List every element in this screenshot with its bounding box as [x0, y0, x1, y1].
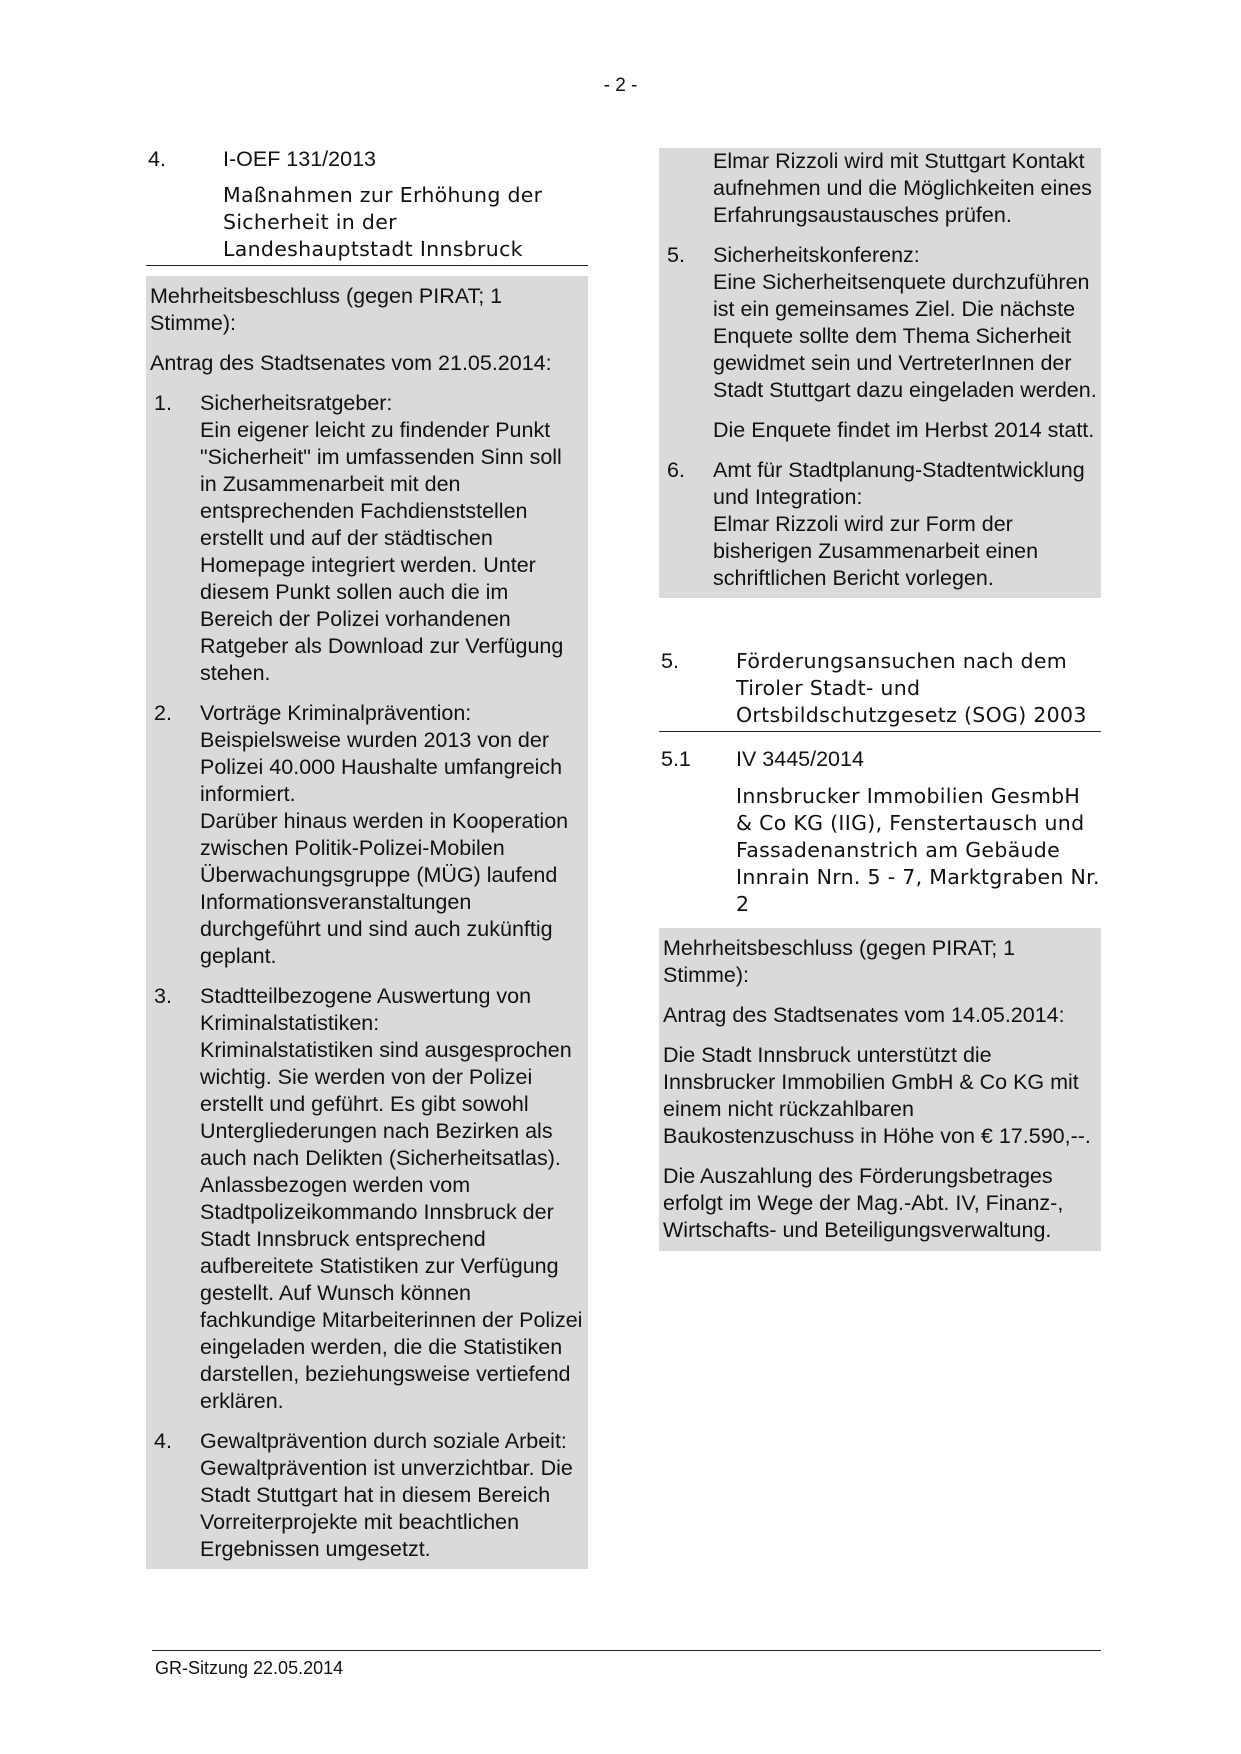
subitem-code: IV 3445/2014: [736, 747, 864, 771]
list-item-text: Kriminalstatistiken sind ausgesprochen wichtig. Sie werden von der Polizei erstellt und geführt. Es gibt sowohl Untergliederungen nach Bezirken als auch nach Delikten (Sicherheitsatlas). Anlassbezogen werden vom Stadtpolizeikommando Innsbruck der Stadt Innsbruck entsprechend aufbereitete Statistiken zur Verfügung gestellt. Auf Wunsch können fachkundige Mitarbeiterinnen der Polizei eingeladen werden, die die Statistiken darstellen, beziehungsweise vertiefend erklären.: [200, 1038, 583, 1413]
list-item-number: 6.: [667, 458, 685, 482]
section-header: [659, 648, 1101, 731]
agenda-item-header: [146, 146, 588, 173]
list-item-number: 1.: [154, 391, 172, 415]
agenda-item-title: Maßnahmen zur Erhöhung der Sicherheit in der Landeshauptstadt Innsbruck: [223, 183, 543, 261]
list-item-text-continued: Die Enquete findet im Herbst 2014 statt.: [713, 418, 1095, 442]
subitem-resolution-block: [659, 928, 1101, 1251]
motion-text: Antrag des Stadtsenates vom 21.05.2014:: [150, 351, 552, 375]
list-item: [150, 390, 584, 687]
motion-text: Antrag des Stadtsenates vom 14.05.2014:: [663, 1003, 1065, 1027]
payment-text: Die Auszahlung des Förderungsbetrages erfolgt im Wege der Mag.-Abt. IV, Finanz-, Wirtschafts- und Beteiligungsverwaltung.: [663, 1164, 1064, 1242]
list-item: [663, 457, 1097, 592]
list-item-label: Stadtteilbezogene Auswertung von Kriminalstatistiken:: [200, 984, 532, 1035]
subitem-number: 5.1: [661, 747, 691, 771]
subitem-title: Innsbrucker Immobilien GesmbH & Co KG (IIG), Fenstertausch und Fassadenanstrich am Gebäude Innrain Nrn. 5 - 7, Marktgraben Nr. 2: [736, 784, 1100, 916]
footer-divider: [152, 1650, 1101, 1651]
right-column: [659, 148, 1101, 1251]
list-item-label: Vorträge Kriminalprävention:: [200, 701, 472, 725]
decision-text: Mehrheitsbeschluss (gegen PIRAT; 1 Stimme):: [150, 284, 503, 335]
decision-text: Mehrheitsbeschluss (gegen PIRAT; 1 Stimme):: [663, 936, 1016, 987]
list-item: [150, 1428, 584, 1563]
list-item: [663, 242, 1097, 444]
list-item: [150, 700, 584, 970]
list-item-text: Ein eigener leicht zu findender Punkt "Sicherheit" im umfassenden Sinn soll in Zusammenarbeit mit den entsprechenden Fachdienststellen erstellt und auf der städtischen Homepage integriert werden. Unter diesem Punkt sollen auch die im Bereich der Polizei vorhandenen Ratgeber als Download zur Verfügung stehen.: [200, 418, 564, 685]
list-item-text: Eine Sicherheitsenquete durchzuführen ist ein gemeinsames Ziel. Die nächste Enquete sollte dem Thema Sicherheit gewidmet sein und VertreterInnen der Stadt Stuttgart dazu eingeladen werden.: [713, 270, 1097, 402]
list-item-number: 3.: [154, 984, 172, 1008]
section-number: 5.: [661, 649, 679, 673]
list-item-text: Beispielsweise wurden 2013 von der Polizei 40.000 Haushalte umfangreich informiert.: [200, 728, 563, 806]
measures-list: [150, 390, 584, 1563]
agenda-item-number: 4.: [148, 147, 166, 171]
list-item-label: Gewaltprävention durch soziale Arbeit:: [200, 1429, 567, 1453]
measures-list-continued: [663, 242, 1097, 592]
resolution-continuation-block: [659, 148, 1101, 598]
section-divider: [659, 731, 1101, 732]
resolution-block: [146, 276, 588, 1569]
footer-text: GR-Sitzung 22.05.2014: [155, 1658, 344, 1678]
continuation-text: Elmar Rizzoli wird mit Stuttgart Kontakt aufnehmen und die Möglichkeiten eines Erfahrungsaustausches prüfen.: [713, 149, 1092, 227]
subitem-header: [659, 746, 1101, 773]
list-item: [150, 983, 584, 1415]
list-item-label: Sicherheitsratgeber:: [200, 391, 393, 415]
title-divider: [146, 265, 588, 266]
page-number: - 2 -: [603, 75, 638, 96]
list-item-number: 4.: [154, 1429, 172, 1453]
list-item-text-continued: Darüber hinaus werden in Kooperation zwischen Politik-Polizei-Mobilen Überwachungsgruppe (MÜG) laufend Informationsveranstaltungen durchgeführt und sind auch zukünftig geplant.: [200, 809, 569, 968]
list-item-label: Amt für Stadtplanung-Stadtentwicklung und Integration:: [713, 458, 1085, 509]
left-column: [146, 146, 588, 1569]
agenda-item-code: I-OEF 131/2013: [223, 147, 376, 171]
list-item-label: Sicherheitskonferenz:: [713, 243, 920, 267]
list-item-text: Elmar Rizzoli wird zur Form der bisherigen Zusammenarbeit einen schriftlichen Bericht vorlegen.: [713, 512, 1039, 590]
list-item-number: 5.: [667, 243, 685, 267]
subsidy-text: Die Stadt Innsbruck unterstützt die Innsbrucker Immobilien GmbH & Co KG mit einem nicht rückzahlbaren Baukostenzuschuss in Höhe von € 17.590,--.: [663, 1043, 1091, 1148]
section-title: Förderungsansuchen nach dem Tiroler Stadt- und Ortsbildschutzgesetz (SOG) 2003: [736, 649, 1087, 727]
list-item-text: Gewaltprävention ist unverzichtbar. Die Stadt Stuttgart hat in diesem Bereich Vorreiterprojekte mit beachtlichen Ergebnissen umgesetzt.: [200, 1456, 573, 1561]
list-item-number: 2.: [154, 701, 172, 725]
